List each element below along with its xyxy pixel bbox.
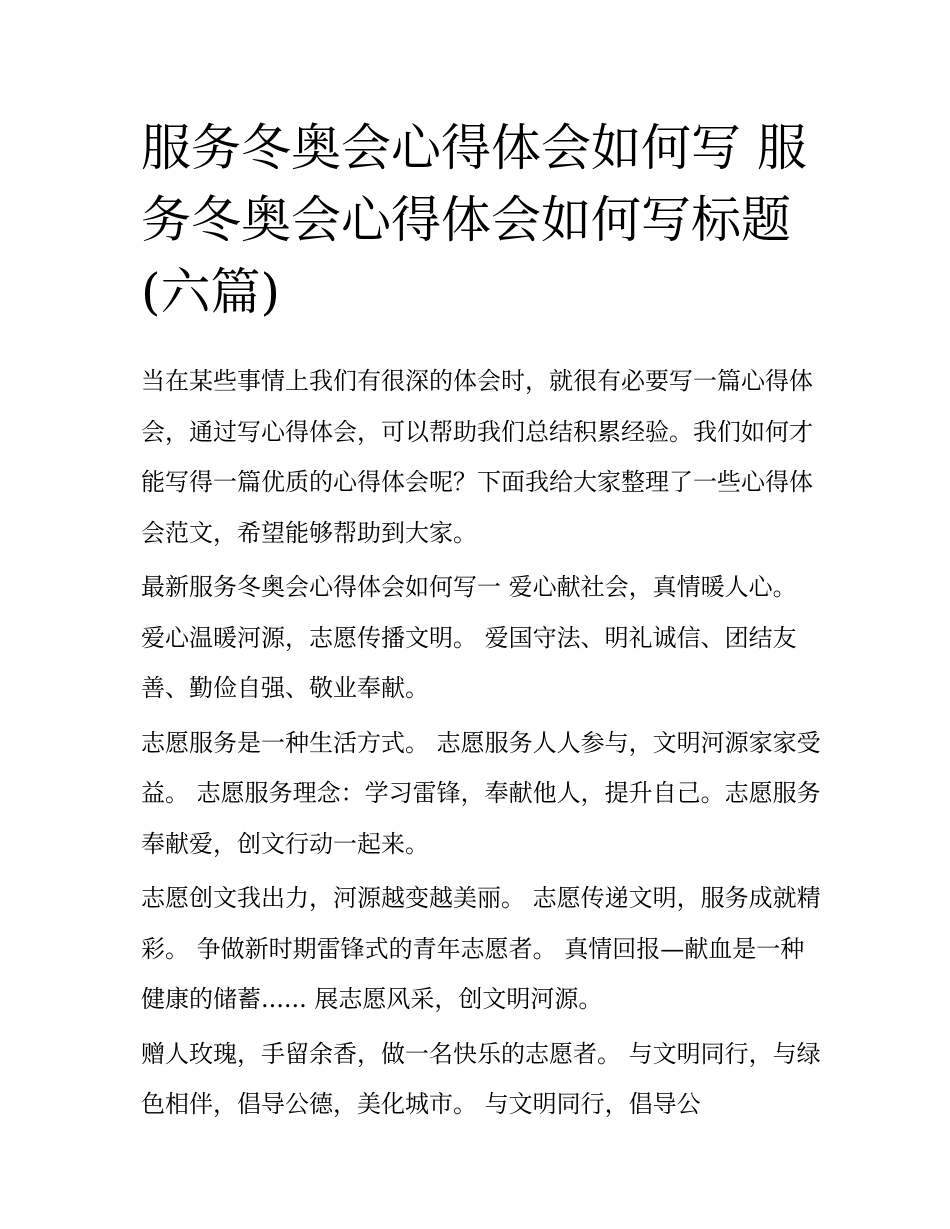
- paragraph-slogans-4: 赠人玫瑰，手留余香，做一名快乐的志愿者。 与文明同行，与绿色相伴，倡导公德，美化城市。 与文明同行，倡导公: [141, 1039, 821, 1118]
- paragraph-intro: 当在某些事情上我们有很深的体会时，就很有必要写一篇心得体会，通过写心得体会，可以帮助我们总结积累经验。我们如何才能写得一篇优质的心得体会呢？下面我给大家整理了一些心得体会范文，希望能够帮助到大家。: [141, 367, 813, 547]
- paragraph-slogans-1: 最新服务冬奥会心得体会如何写一 爱心献社会，真情暖人心。 爱心温暖河源，志愿传播文明。 爱国守法、明礼诚信、团结友善、勤俭自强、敬业奉献。: [141, 573, 797, 702]
- document-body: [141, 356, 821, 1134]
- paragraph-slogans-3: 志愿创文我出力，河源越变越美丽。 志愿传递文明，服务成就精彩。 争做新时期雷锋式的青年志愿者。 真情回报—献血是一种健康的储蓄...... 展志愿风采，创文明河源。: [141, 884, 821, 1013]
- paragraph-slogans-2: 志愿服务是一种生活方式。 志愿服务人人参与，文明河源家家受益。 志愿服务理念：学习雷锋，奉献他人，提升自己。志愿服务奉献爱，创文行动一起来。: [141, 728, 821, 858]
- document-title: 服务冬奥会心得体会如何写 服务冬奥会心得体会如何写标题(六篇): [141, 119, 807, 321]
